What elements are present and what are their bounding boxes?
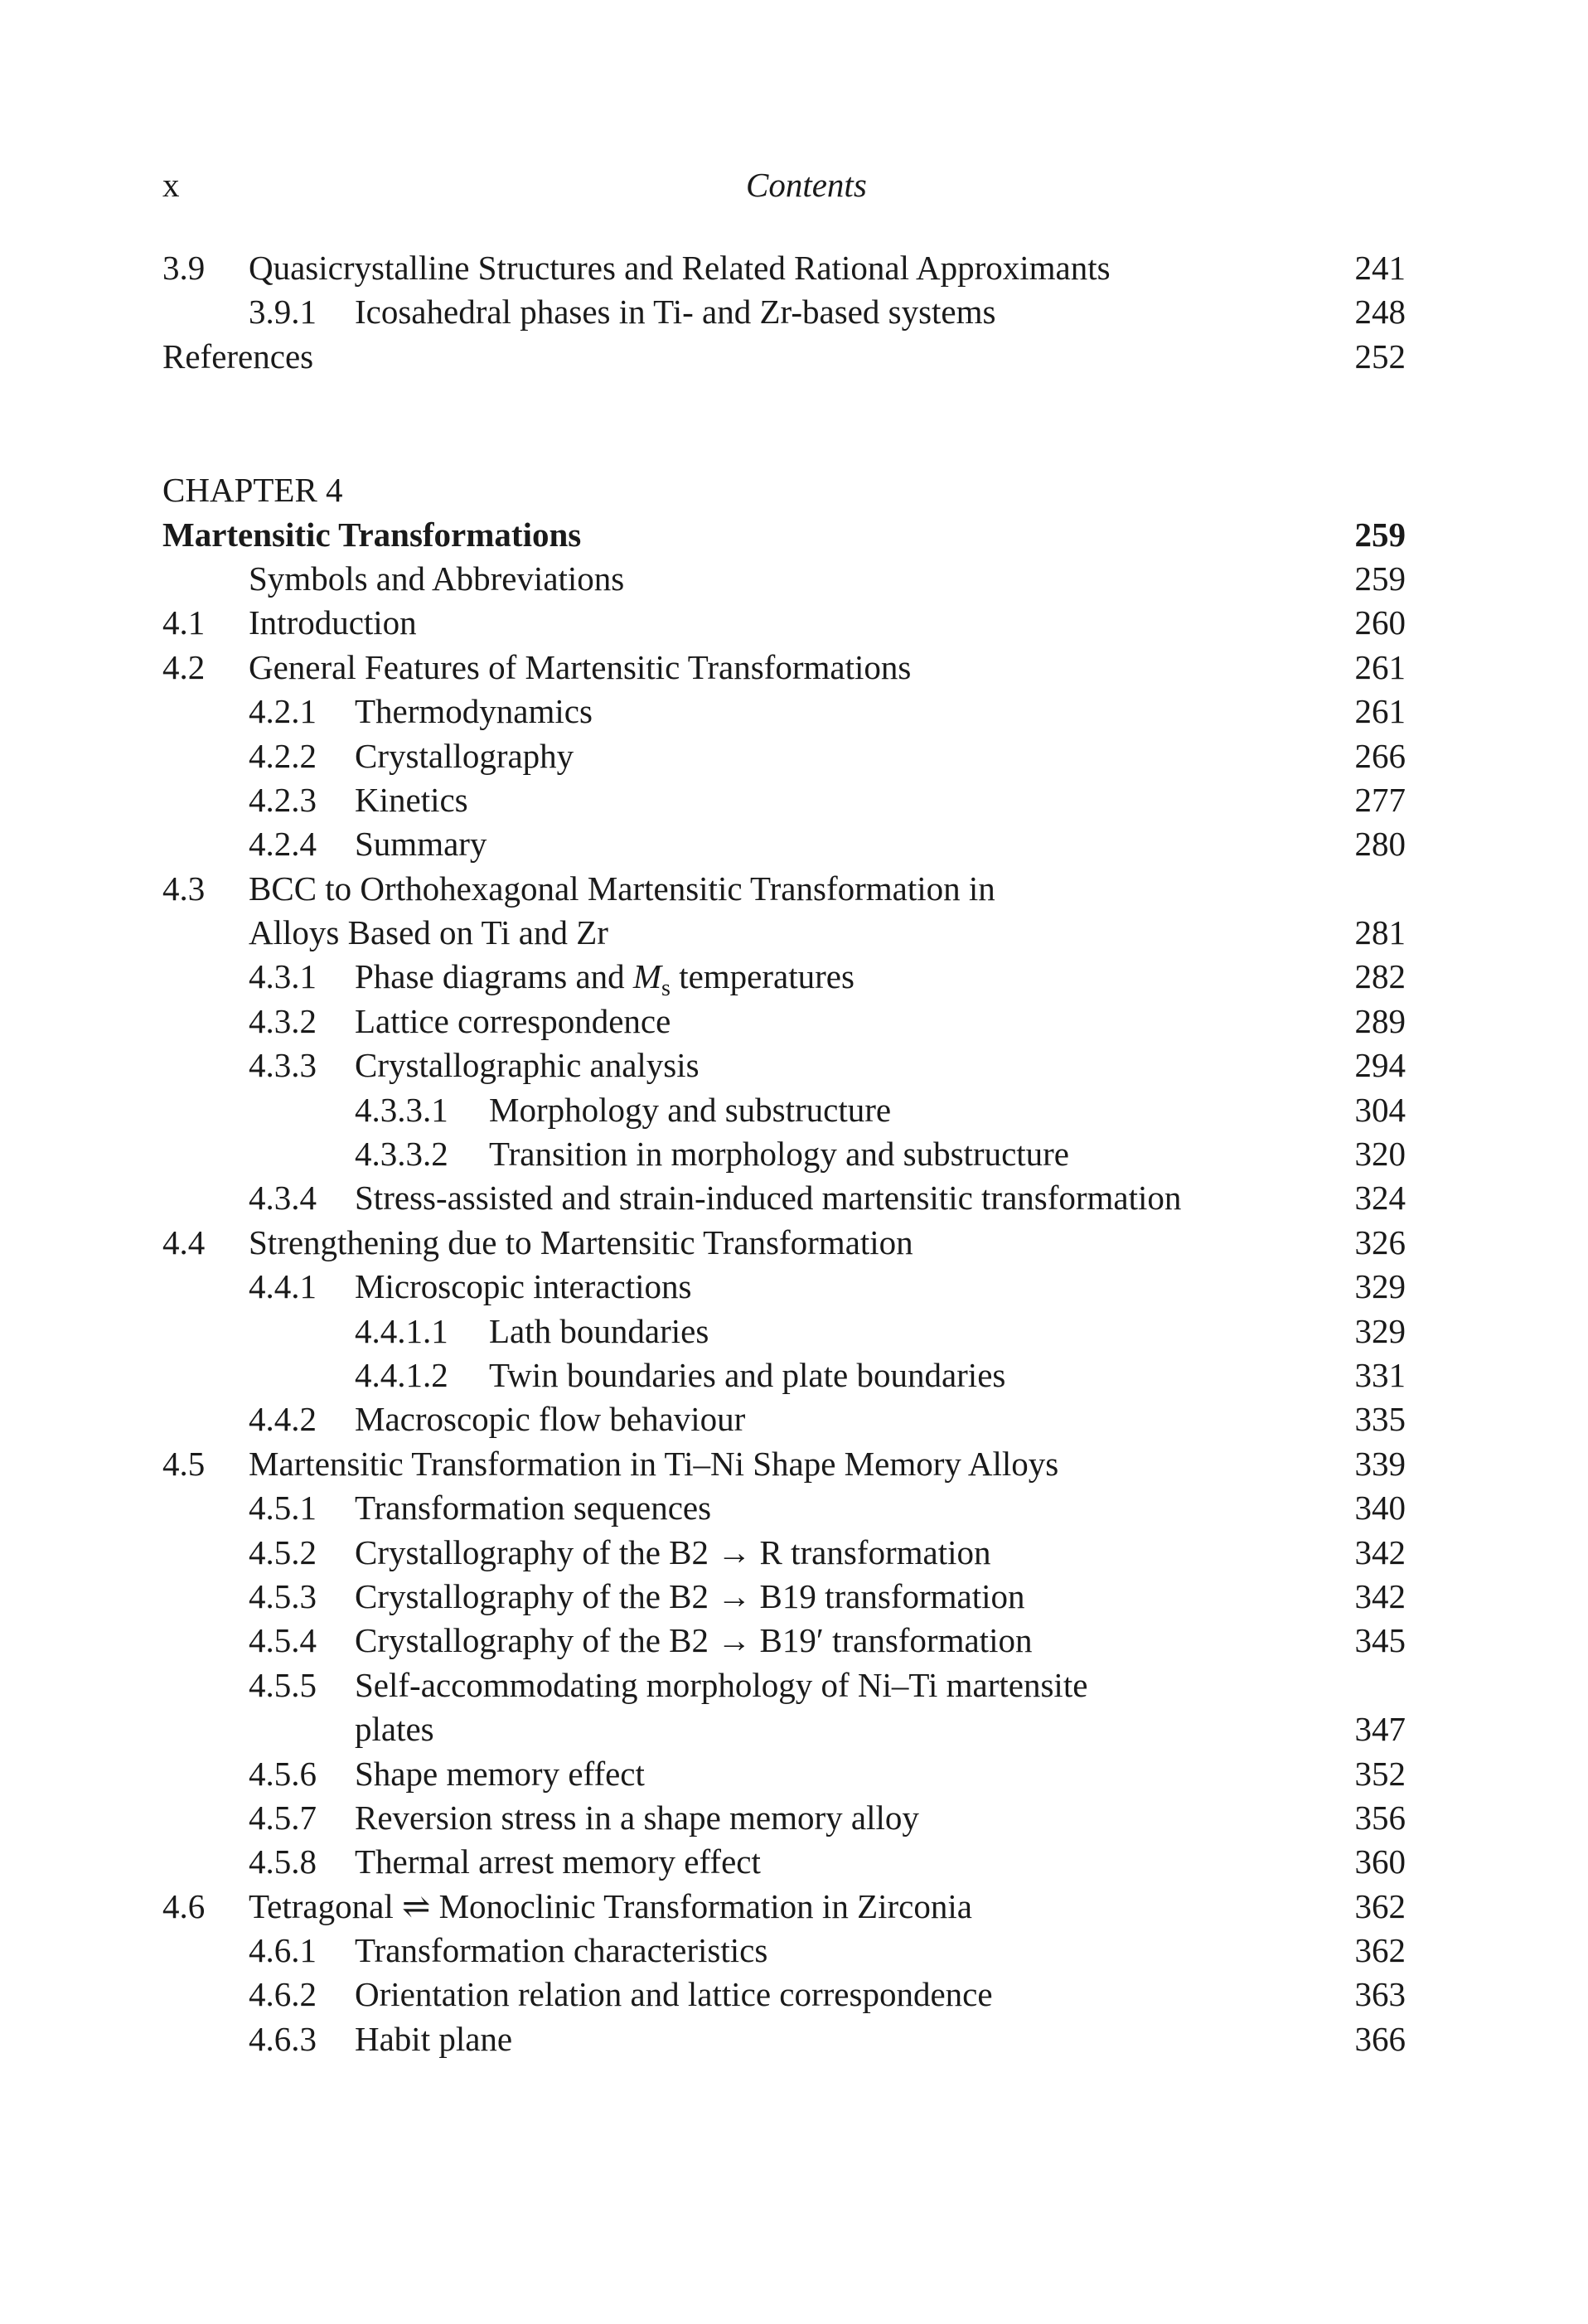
toc-entry-page: 342 <box>1354 1532 1406 1571</box>
toc-entry-title: Transformation characteristics <box>355 1931 768 1970</box>
toc-entry-page: 241 <box>1354 249 1406 287</box>
toc-entry-continuation[interactable] <box>162 911 1406 955</box>
toc-entry-number: 4.1 <box>162 603 206 642</box>
toc-entry-page: 340 <box>1354 1489 1406 1528</box>
toc-entry[interactable] <box>162 557 1406 601</box>
toc-entry[interactable] <box>162 1929 1406 1973</box>
toc-entry-title: Phase diagrams and $M_s$ temperatures <box>355 957 855 1002</box>
toc-entry-number: 3.9 <box>162 249 206 287</box>
toc-entry-number: 4.2.1 <box>249 692 317 731</box>
toc-entry-page: 282 <box>1354 957 1406 996</box>
toc-entry-title: Lath boundaries <box>489 1311 709 1350</box>
toc-entry-title: Summary <box>355 825 487 864</box>
page-header <box>162 163 1406 207</box>
toc-entry-number: 4.5.6 <box>249 1754 317 1793</box>
toc-entry-references[interactable] <box>162 335 1406 379</box>
toc-entry-title: Thermodynamics <box>355 692 593 731</box>
toc-entry-page: 339 <box>1354 1444 1406 1483</box>
toc-entry[interactable] <box>162 1221 1406 1265</box>
toc-entry-number: 4.5 <box>162 1444 206 1483</box>
toc-entry-page: 366 <box>1354 2019 1406 2058</box>
toc-entry-title: Reversion stress in a shape memory alloy <box>355 1798 919 1837</box>
toc-entry[interactable] <box>162 1575 1406 1619</box>
toc-entry-page: 324 <box>1354 1179 1406 1218</box>
toc-entry-number: 4.5.3 <box>249 1576 317 1615</box>
toc-entry-title: Icosahedral phases in Ti- and Zr-based systems <box>355 293 996 332</box>
toc-entry-number: 4.4.1.1 <box>355 1311 448 1350</box>
chapter-page: 259 <box>1354 515 1406 554</box>
toc-entry-number: 4.3 <box>162 869 206 908</box>
toc-entry[interactable] <box>162 1176 1406 1220</box>
toc-entry[interactable] <box>162 290 1406 334</box>
toc-entry[interactable] <box>162 1486 1406 1530</box>
toc-entry[interactable] <box>162 690 1406 734</box>
toc-entry-title: Crystallography of the B2 → B19′ transformation <box>355 1621 1033 1660</box>
toc-entry-page: 320 <box>1354 1135 1406 1174</box>
toc-entry-continuation[interactable] <box>162 1707 1406 1751</box>
toc-entry-page: 326 <box>1354 1223 1406 1261</box>
toc-entry-page: 331 <box>1354 1355 1406 1394</box>
toc-entry-page: 347 <box>1354 1710 1406 1749</box>
toc-entry[interactable] <box>162 734 1406 778</box>
toc-entry-number: 4.2.2 <box>249 736 317 775</box>
toc-entry[interactable] <box>162 1043 1406 1087</box>
toc-entry[interactable] <box>162 1265 1406 1309</box>
toc-entry-title: Thermal arrest memory effect <box>355 1842 761 1881</box>
toc-entry-page: 261 <box>1354 647 1406 686</box>
toc-entry[interactable] <box>162 1752 1406 1796</box>
toc-entry-title: Crystallographic analysis <box>355 1046 700 1085</box>
toc-entry-number: 4.6.1 <box>249 1931 317 1970</box>
toc-entry-title: Kinetics <box>355 780 468 819</box>
toc-entry-title: Crystallography <box>355 736 574 775</box>
toc-entry-page: 260 <box>1354 603 1406 642</box>
toc-entry-title: Crystallography of the B2 → R transformation <box>355 1532 991 1571</box>
spacer <box>162 445 1406 468</box>
toc-entry-number: 4.3.1 <box>249 957 317 996</box>
toc-entry-page: 345 <box>1354 1621 1406 1660</box>
toc-entry-title: Orientation relation and lattice correspondence <box>355 1975 993 2014</box>
toc-entry-title: Strengthening due to Martensitic Transformation <box>249 1223 913 1261</box>
toc-entry[interactable] <box>162 1353 1406 1397</box>
toc-entry-title: Macroscopic flow behaviour <box>355 1400 746 1439</box>
toc-entry-page: 266 <box>1354 736 1406 775</box>
toc-entry-title: Introduction <box>249 603 417 642</box>
toc-entry-page: 294 <box>1354 1046 1406 1085</box>
toc-entry-page: 261 <box>1354 692 1406 731</box>
toc-entry-title: General Features of Martensitic Transformations <box>249 647 912 686</box>
toc-entry-page: 259 <box>1354 559 1406 598</box>
toc-entry-title: Tetragonal ⇌ Monoclinic Transformation in Zirconia <box>249 1886 972 1925</box>
toc-entry-page: 289 <box>1354 1001 1406 1040</box>
toc-entry-number: 4.6.3 <box>249 2019 317 2058</box>
toc-entry[interactable] <box>162 1531 1406 1575</box>
toc-entry-number: 4.3.3.1 <box>355 1090 448 1129</box>
toc-entry-page: 352 <box>1354 1754 1406 1793</box>
toc-entry-number: 4.4.1.2 <box>355 1355 448 1394</box>
toc-entry-title: Morphology and substructure <box>489 1090 892 1129</box>
toc-entry-number: 4.3.3.2 <box>355 1135 448 1174</box>
toc-entry-page: 342 <box>1354 1576 1406 1615</box>
toc-entry-number: 4.3.4 <box>249 1179 317 1218</box>
toc-entry-number: 4.5.5 <box>249 1665 317 1704</box>
toc-entry[interactable] <box>162 1088 1406 1132</box>
toc-entry[interactable] <box>162 601 1406 645</box>
page-number: x <box>162 166 180 204</box>
toc-entry[interactable] <box>162 1973 1406 2017</box>
toc-entry-number: 4.3.3 <box>249 1046 317 1085</box>
toc-entry-number: 4.6.2 <box>249 1975 317 2014</box>
toc-entry[interactable] <box>162 1442 1406 1486</box>
toc-entry-title: Habit plane <box>355 2019 513 2058</box>
toc-entry[interactable] <box>162 246 1406 290</box>
running-title: Contents <box>746 166 867 204</box>
toc-entry-page: 280 <box>1354 825 1406 864</box>
toc-entry-number: 4.5.8 <box>249 1842 317 1881</box>
toc-entry-page: 335 <box>1354 1400 1406 1439</box>
toc-entry-title: References <box>162 336 314 375</box>
toc-entry-title: Transformation sequences <box>355 1489 712 1528</box>
toc-entry-number: 4.5.1 <box>249 1489 317 1528</box>
toc-entry-number: 4.4 <box>162 1223 206 1261</box>
toc-entry-title: Twin boundaries and plate boundaries <box>489 1355 1006 1394</box>
chapter-label-row <box>162 468 1406 512</box>
toc-entry-page: 329 <box>1354 1311 1406 1350</box>
toc-entry[interactable] <box>162 1663 1406 1707</box>
toc-entry-number: 4.4.1 <box>249 1267 317 1306</box>
toc-entry-page: 248 <box>1354 293 1406 332</box>
toc-entry-title: Shape memory effect <box>355 1754 645 1793</box>
toc-entry-number: 4.4.2 <box>249 1400 317 1439</box>
toc-entry-title: Quasicrystalline Structures and Related Rational Approximants <box>249 249 1111 287</box>
toc-entry[interactable] <box>162 1796 1406 1840</box>
toc-entry-number: 4.3.2 <box>249 1001 317 1040</box>
toc-entry-page: 281 <box>1354 913 1406 952</box>
toc-entry-title: Lattice correspondence <box>355 1001 671 1040</box>
toc-entry-page: 252 <box>1354 336 1406 375</box>
toc-entry[interactable] <box>162 646 1406 690</box>
toc-entry-page: 362 <box>1354 1931 1406 1970</box>
toc-entry-page: 304 <box>1354 1090 1406 1129</box>
toc-entry-title: Self-accommodating morphology of Ni–Ti martensite <box>355 1665 1088 1704</box>
toc-entry-number: 4.2 <box>162 647 206 686</box>
toc-entry-title: plates <box>355 1710 434 1749</box>
toc-entry-title: Stress-assisted and strain-induced martensitic transformation <box>355 1179 1182 1218</box>
toc-entry-number: 4.6 <box>162 1886 206 1925</box>
toc-entry[interactable] <box>162 822 1406 866</box>
toc-entry-title: Martensitic Transformation in Ti–Ni Shape Memory Alloys <box>249 1444 1059 1483</box>
toc-entry-title: BCC to Orthohexagonal Martensitic Transformation in <box>249 869 995 908</box>
spacer <box>162 379 1406 445</box>
chapter-title-row[interactable] <box>162 513 1406 557</box>
toc-entry-number: 4.2.3 <box>249 780 317 819</box>
table-of-contents <box>162 246 1406 2061</box>
toc-entry-title: Alloys Based on Ti and Zr <box>249 913 608 952</box>
toc-entry[interactable] <box>162 1840 1406 1884</box>
toc-entry-number: 4.5.2 <box>249 1532 317 1571</box>
toc-entry-page: 363 <box>1354 1975 1406 2014</box>
toc-entry[interactable] <box>162 778 1406 822</box>
toc-entry-number: 4.2.4 <box>249 825 317 864</box>
toc-entry-page: 277 <box>1354 780 1406 819</box>
toc-entry-title: Crystallography of the B2 → B19 transformation <box>355 1576 1025 1615</box>
chapter-title: Martensitic Transformations <box>162 515 582 554</box>
toc-entry-number: 4.5.7 <box>249 1798 317 1837</box>
toc-entry[interactable] <box>162 2017 1406 2061</box>
toc-entry[interactable] <box>162 1310 1406 1353</box>
toc-entry-title: Transition in morphology and substructure <box>489 1135 1070 1174</box>
toc-entry-title: Symbols and Abbreviations <box>249 559 625 598</box>
toc-entry-page: 360 <box>1354 1842 1406 1881</box>
toc-entry[interactable] <box>162 1397 1406 1441</box>
toc-entry-number: 3.9.1 <box>249 293 317 332</box>
toc-entry[interactable] <box>162 1619 1406 1663</box>
chapter-label: CHAPTER 4 <box>162 471 343 510</box>
toc-entry[interactable] <box>162 955 1406 1002</box>
toc-entry-page: 329 <box>1354 1267 1406 1306</box>
toc-entry-page: 356 <box>1354 1798 1406 1837</box>
toc-entry[interactable] <box>162 867 1406 911</box>
toc-entry-page: 362 <box>1354 1886 1406 1925</box>
toc-entry-number: 4.5.4 <box>249 1621 317 1660</box>
toc-entry-title: Microscopic interactions <box>355 1267 692 1306</box>
toc-entry[interactable] <box>162 1885 1406 1929</box>
toc-entry[interactable] <box>162 1132 1406 1176</box>
toc-entry[interactable] <box>162 1000 1406 1043</box>
